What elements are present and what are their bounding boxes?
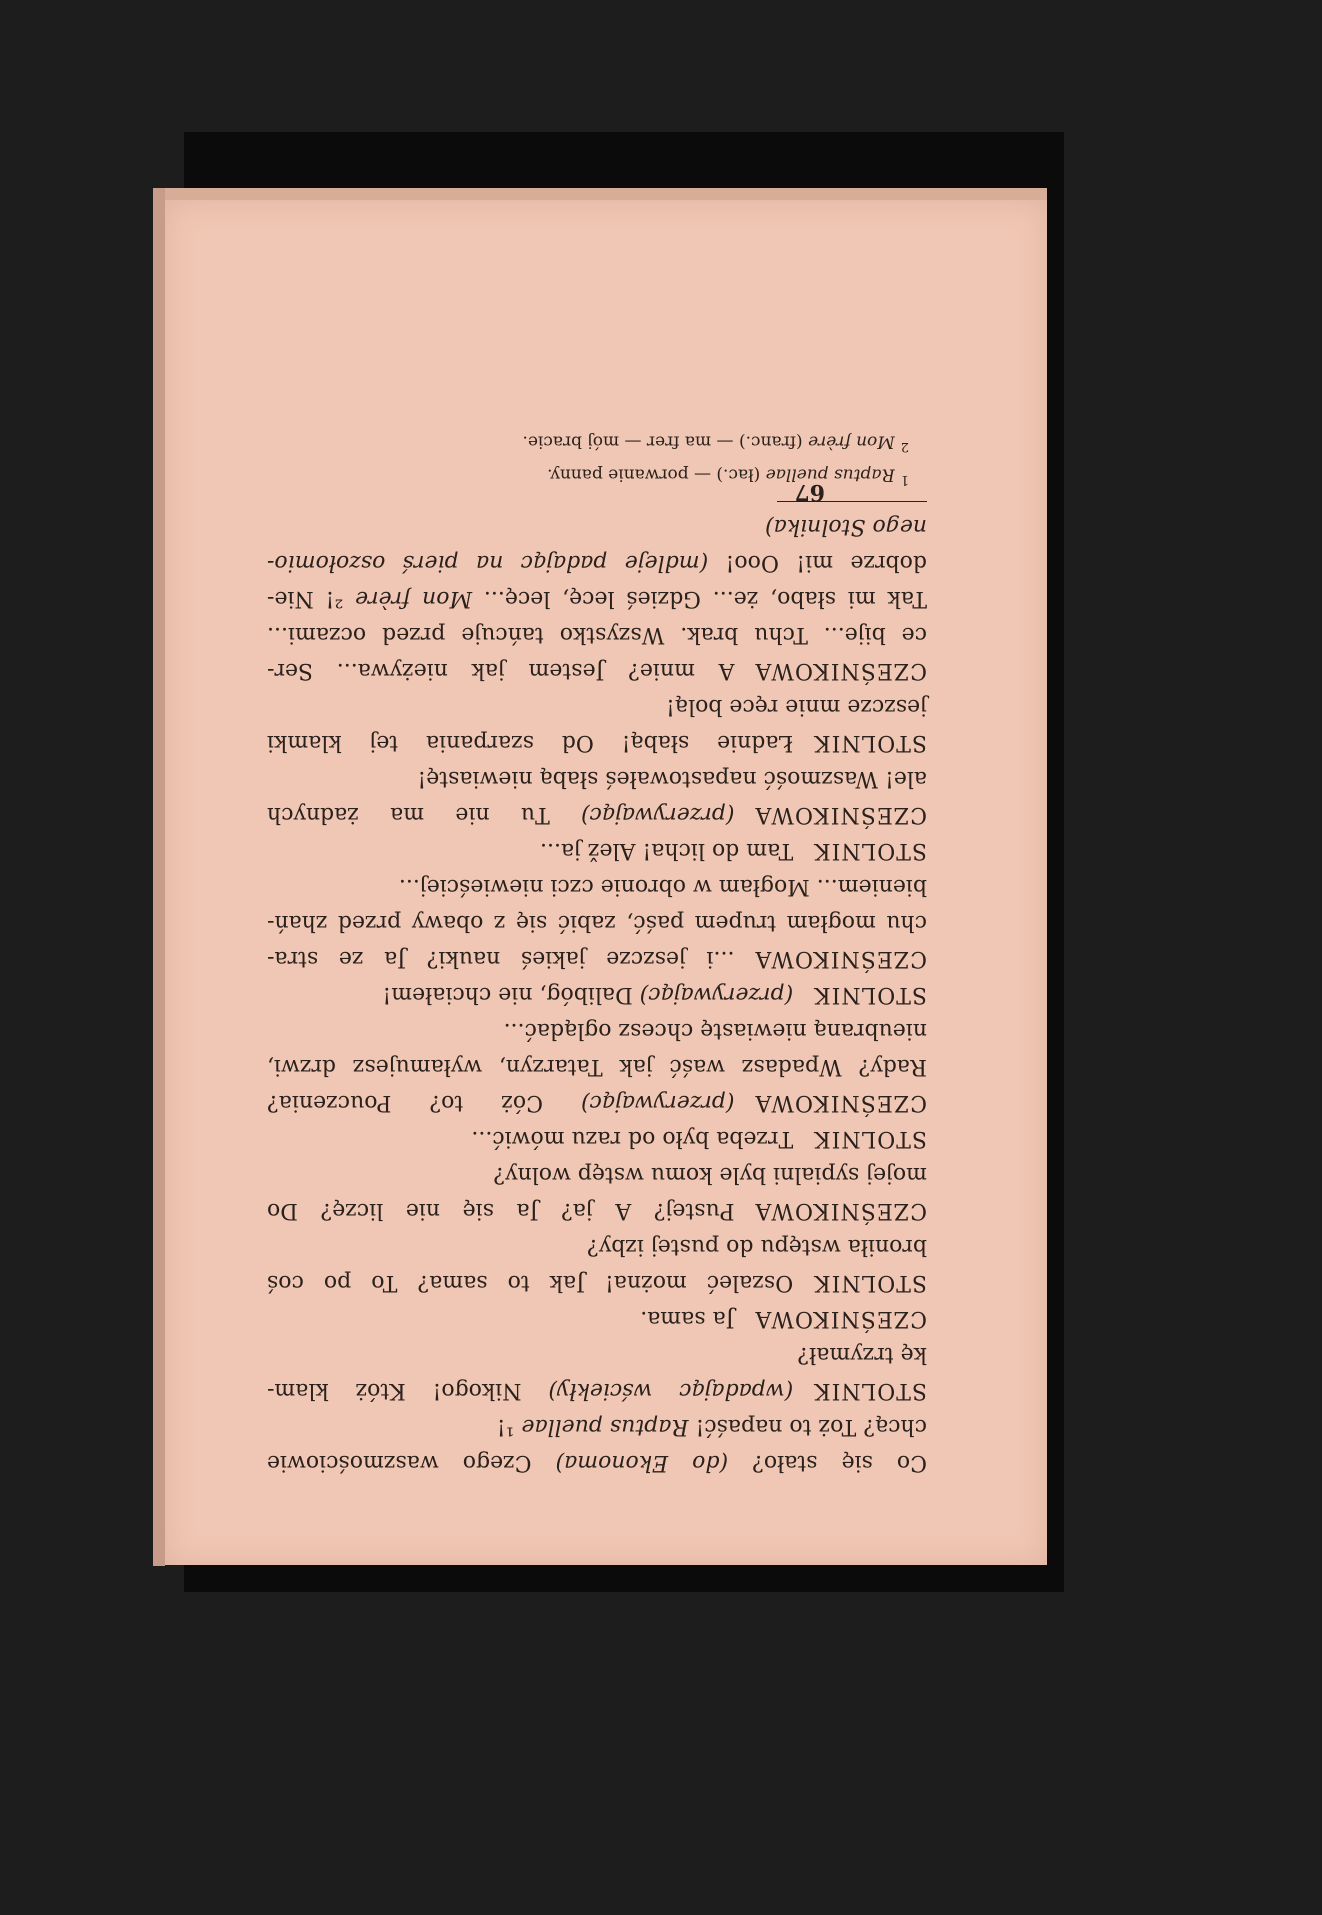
text-run: A mnie? Jestem jak nieżywa... Ser-: [267, 658, 735, 683]
text-run: (franc.) — ma frer — mój bracie.: [522, 431, 809, 452]
dialogue-line: [267, 976, 927, 1012]
speaker-name: STOLNIK: [813, 838, 927, 863]
page-body: [267, 428, 927, 1480]
dialogue-line: [267, 1192, 927, 1228]
book-spine-edge: [153, 188, 165, 1566]
text-line: [267, 904, 927, 940]
speaker-name: STOLNIK: [813, 1126, 927, 1151]
text-line: [267, 1048, 927, 1084]
text-run: bieniem... Mogłam w obronie czci niewieściej...: [398, 874, 927, 899]
text-run: Cóż to? Pouczenia?: [267, 1090, 581, 1115]
footnote-number: 1: [900, 472, 909, 487]
text-run: Pustej? A ja? Ja się nie liczę? Do: [267, 1198, 735, 1223]
text-line: [267, 868, 927, 904]
text-run: ale! Waszmość napastowałeś słabą niewiastę!: [417, 766, 927, 791]
italic-text: (wpadając wściekły): [548, 1378, 794, 1403]
speaker-name: CZEŚNIKOWA: [754, 1090, 927, 1115]
text-line: [267, 1012, 927, 1048]
speaker-name: STOLNIK: [813, 730, 927, 755]
upside-down-text-block: [165, 200, 1047, 1565]
text-line: [267, 580, 927, 616]
dialogue-line: [267, 724, 927, 760]
italic-text: (przerywając): [580, 802, 735, 827]
speaker-name: CZEŚNIKOWA: [754, 658, 927, 683]
dialogue-line: [267, 1120, 927, 1156]
text-run: mojej sypialni byle komu wstęp wolny?: [493, 1162, 927, 1187]
speaker-name: STOLNIK: [813, 1378, 927, 1403]
text-line: [267, 1228, 927, 1264]
italic-text: Mon frère: [355, 586, 473, 611]
text-run: Co się stało?: [728, 1450, 927, 1475]
text-run: broniła wstępu do pustej izby?: [587, 1234, 927, 1259]
dialogue-line: [267, 940, 927, 976]
text-run: Tak mi słabo, że... Gdzieś lecę, lecę...: [472, 586, 927, 611]
text-run: dobrze mi! Ooo!: [708, 550, 927, 575]
italic-text: Mon frère: [808, 431, 895, 452]
speaker-name: CZEŚNIKOWA: [754, 802, 927, 827]
italic-text: nego Stolnika): [765, 514, 927, 539]
text-run: Ja sama.: [640, 1306, 735, 1331]
dialogue-line: [267, 1372, 927, 1408]
italic-text: Raptus puellae: [765, 464, 895, 485]
speaker-name: CZEŚNIKOWA: [754, 1306, 927, 1331]
text-run: (łac.) — porwanie panny.: [547, 464, 766, 485]
text-run: Rady? Wpadasz waść jak Tatarzyn, wyłamujesz drzwi,: [267, 1054, 927, 1079]
dialogue-line: [267, 1264, 927, 1300]
dialogue-line: [267, 832, 927, 868]
footnote: [267, 428, 927, 461]
italic-text: Raptus puellae: [521, 1414, 689, 1439]
speaker-name: STOLNIK: [813, 1270, 927, 1295]
text-run: Trzeba było od razu mówić...: [471, 1126, 794, 1151]
book-top-edge: [165, 188, 1047, 200]
text-run: ce bije... Tchu brak. Wszystko tańcuje przed oczami...: [267, 622, 927, 647]
text-line: [267, 544, 927, 580]
text-run: Tu nie ma żadnych: [267, 802, 581, 827]
text-line: [267, 1444, 927, 1480]
text-run: chcą? Toż to napaść!: [688, 1414, 927, 1439]
text-run: chu mogłam trupem paść, zabić się z obawy przed zhań-: [267, 910, 927, 935]
text-run: ¹!: [496, 1414, 522, 1439]
footnote-number: 2: [900, 439, 909, 455]
page-number: 67: [794, 479, 825, 505]
italic-text: (przerywając): [580, 1090, 735, 1115]
text-line: [267, 616, 927, 652]
italic-text: (przerywając): [639, 982, 794, 1007]
book-page: [165, 200, 1047, 1565]
text-run: jeszcze mnie ręce bolą!: [666, 694, 927, 719]
italic-text: (mdleje padając na pierś oszołomio-: [266, 550, 709, 575]
dialogue-line: [267, 1084, 927, 1120]
text-run: Oszaleć można! Jak to sama? To po coś: [267, 1270, 794, 1295]
text-line: [267, 1156, 927, 1192]
text-run: Dalibóg, nie chciałem!: [382, 982, 640, 1007]
text-run: Tam do licha! Alež ja...: [540, 838, 794, 863]
text-run: ...i jeszcze jakieś nauki? Ja ze stra-: [267, 946, 735, 971]
speaker-name: CZEŚNIKOWA: [754, 1198, 927, 1223]
text-line: [267, 760, 927, 796]
text-line: [267, 1336, 927, 1372]
text-run: Ładnie słabą! Od szarpania tej klamki: [267, 730, 794, 755]
italic-text: (do Ekonoma): [555, 1450, 729, 1475]
text-run: Czego waszmościowie: [267, 1450, 556, 1475]
text-run: kę trzymał?: [797, 1342, 927, 1367]
speaker-name: STOLNIK: [813, 982, 927, 1007]
dialogue-line: [267, 652, 927, 688]
dialogue-line: [267, 1300, 927, 1336]
text-line: [267, 1408, 927, 1444]
dialogue-line: [267, 796, 927, 832]
text-run: nieubraną niewiastę chcesz oglądać...: [503, 1018, 927, 1043]
speaker-name: CZEŚNIKOWA: [754, 946, 927, 971]
text-run: Nikogo! Któż klam-: [267, 1378, 549, 1403]
text-line: [267, 508, 927, 544]
text-line: [267, 688, 927, 724]
text-run: ²! Nie-: [267, 586, 356, 611]
